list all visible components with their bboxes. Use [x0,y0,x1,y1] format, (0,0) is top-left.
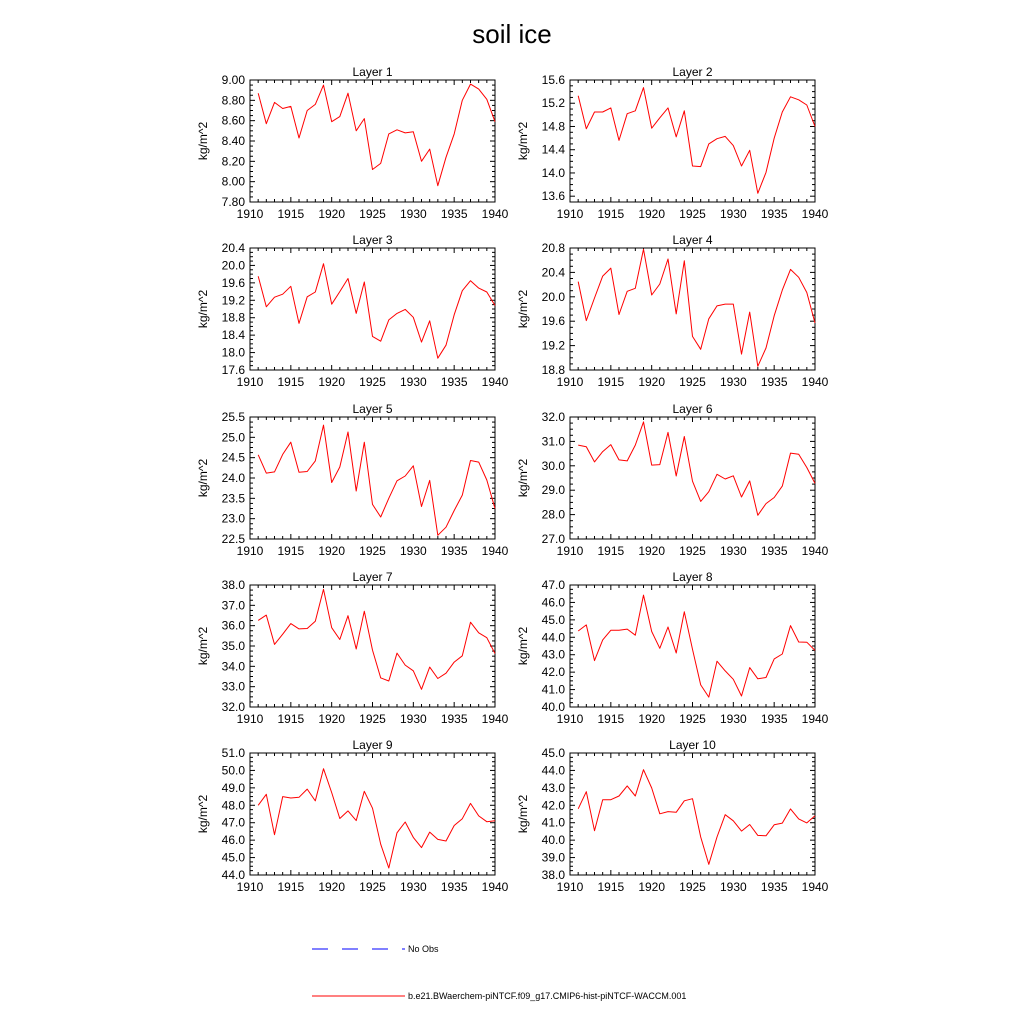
plot-frame [570,585,815,707]
legend [312,944,686,1001]
x-tick-label: 1925 [359,880,386,894]
x-tick-label: 1925 [679,207,706,221]
x-tick-label: 1930 [399,712,427,726]
panel-title: Layer 10 [669,738,716,752]
y-tick-label: 46.0 [221,833,245,848]
y-tick-label: 43.0 [541,647,565,662]
x-tick-label: 1925 [679,375,706,389]
plot-frame [570,753,815,875]
x-tick-label: 1920 [638,375,666,389]
y-tick-label: 17.6 [221,363,245,377]
y-tick-label: 18.4 [221,328,245,343]
y-tick-label: 44.0 [541,763,565,778]
panel-layer-2 [516,65,829,221]
x-tick-label: 1935 [440,207,468,221]
y-tick-label: 19.2 [541,338,565,353]
x-tick-label: 1930 [719,880,747,894]
y-tick-label: 40.0 [541,833,565,848]
x-tick-label: 1915 [597,544,625,558]
x-tick-label: 1925 [679,712,706,726]
y-tick-label: 41.0 [541,815,565,830]
x-tick-label: 1920 [638,880,666,894]
y-tick-label: 41.0 [541,682,565,697]
y-tick-label: 47.0 [541,578,565,592]
x-tick-label: 1930 [399,375,427,389]
x-tick-label: 1920 [638,544,666,558]
x-tick-label: 1935 [760,375,788,389]
x-tick-label: 1910 [556,544,584,558]
series-line [578,422,815,515]
y-tick-label: 8.40 [221,134,245,148]
panel-layer-7 [196,570,509,726]
panel-layer-8 [516,570,829,726]
y-tick-label: 33.0 [221,679,245,694]
x-tick-label: 1915 [597,207,625,221]
panel-layer-4 [516,233,829,389]
x-tick-label: 1920 [318,712,346,726]
x-tick-label: 1915 [597,880,625,894]
panel-title: Layer 4 [672,233,713,247]
x-tick-label: 1910 [556,207,584,221]
y-tick-label: 8.80 [221,93,245,108]
y-tick-label: 7.80 [221,195,245,209]
x-tick-label: 1925 [679,880,706,894]
y-tick-label: 42.0 [541,798,565,813]
y-tick-label: 9.00 [221,73,245,87]
panel-title: Layer 9 [352,738,393,752]
series-line [258,84,495,186]
y-tick-label: 8.60 [221,113,245,128]
x-tick-label: 1935 [760,880,788,894]
panel-title: Layer 8 [672,570,713,584]
y-tick-label: 34.0 [221,659,245,674]
y-tick-label: 32.0 [541,410,565,424]
y-tick-label: 8.00 [221,174,245,189]
y-tick-label: 15.2 [541,96,565,111]
x-tick-label: 1910 [236,375,264,389]
y-tick-label: 32.0 [221,700,245,714]
x-tick-label: 1930 [719,544,747,558]
x-tick-label: 1935 [440,544,468,558]
y-axis-label: kg/m^2 [516,458,530,498]
y-axis-label: kg/m^2 [196,121,210,161]
y-tick-label: 40.0 [541,700,565,714]
y-axis-label: kg/m^2 [196,458,210,498]
series-line [578,249,815,366]
x-tick-label: 1910 [556,712,584,726]
y-tick-label: 44.0 [541,630,565,645]
x-tick-label: 1940 [801,712,829,726]
x-tick-label: 1920 [318,880,346,894]
series-line [578,595,815,697]
y-tick-label: 45.0 [221,850,245,865]
x-tick-label: 1940 [801,880,829,894]
plot-frame [570,417,815,539]
x-tick-label: 1910 [236,207,264,221]
panels [196,65,829,894]
x-tick-label: 1915 [277,880,305,894]
y-tick-label: 20.0 [221,258,245,273]
y-tick-label: 30.0 [541,458,565,473]
panel-layer-9 [196,738,509,894]
x-tick-label: 1910 [236,712,264,726]
y-axis-label: kg/m^2 [516,626,530,666]
x-tick-label: 1935 [440,712,468,726]
y-tick-label: 25.0 [221,430,245,445]
y-tick-label: 24.0 [221,471,245,485]
y-axis-label: kg/m^2 [196,289,210,329]
x-tick-label: 1940 [481,544,509,558]
x-tick-label: 1915 [277,207,305,221]
y-axis-label: kg/m^2 [516,794,530,834]
panel-title: Layer 5 [352,402,393,416]
x-tick-label: 1940 [481,375,509,389]
y-tick-label: 46.0 [541,595,565,610]
x-tick-label: 1925 [359,207,386,221]
figure-title: soil ice [472,19,552,49]
x-tick-label: 1930 [719,712,747,726]
x-tick-label: 1915 [277,712,305,726]
x-tick-label: 1920 [638,207,666,221]
x-tick-label: 1915 [277,375,305,389]
y-axis-label: kg/m^2 [516,289,530,329]
x-tick-label: 1910 [236,544,264,558]
y-tick-label: 20.4 [221,241,245,255]
y-tick-label: 18.0 [221,345,245,360]
y-tick-label: 24.5 [221,450,245,465]
x-tick-label: 1920 [318,207,346,221]
panel-layer-5 [196,402,509,558]
x-tick-label: 1910 [556,375,584,389]
series-line [258,769,495,868]
plot-frame [570,80,815,202]
panel-layer-6 [516,402,829,558]
y-tick-label: 22.5 [221,532,245,546]
x-tick-label: 1935 [760,544,788,558]
y-axis-label: kg/m^2 [196,626,210,666]
y-tick-label: 42.0 [541,665,565,680]
x-tick-label: 1925 [359,544,386,558]
x-tick-label: 1920 [318,375,346,389]
x-tick-label: 1920 [318,544,346,558]
plot-frame [570,248,815,370]
legend-label-model: b.e21.BWaerchem-piNTCF.f09_g17.CMIP6-hist-piNTCF-WACCM.001 [408,991,687,1001]
y-tick-label: 18.8 [221,310,245,325]
x-tick-label: 1910 [236,880,264,894]
y-tick-label: 38.0 [221,578,245,592]
y-tick-label: 23.0 [221,511,245,526]
y-axis-label: kg/m^2 [516,121,530,161]
y-tick-label: 48.0 [221,798,245,813]
plot-frame [250,417,495,539]
y-tick-label: 19.2 [221,293,245,308]
x-tick-label: 1930 [399,207,427,221]
series-line [258,589,495,689]
x-tick-label: 1925 [359,712,386,726]
y-tick-label: 36.0 [221,618,245,633]
panel-title: Layer 6 [672,402,713,416]
y-tick-label: 28.0 [541,507,565,522]
legend-label-no-obs: No Obs [408,944,439,954]
x-tick-label: 1940 [481,207,509,221]
y-tick-label: 14.0 [541,165,565,180]
panel-title: Layer 2 [672,65,713,79]
x-tick-label: 1925 [359,375,386,389]
x-tick-label: 1930 [719,207,747,221]
y-tick-label: 43.0 [541,780,565,795]
x-tick-label: 1915 [597,375,625,389]
y-tick-label: 37.0 [221,598,245,613]
x-tick-label: 1920 [638,712,666,726]
y-tick-label: 29.0 [541,483,565,498]
y-tick-label: 39.0 [541,850,565,865]
panel-title: Layer 1 [352,65,393,79]
y-tick-label: 13.6 [541,189,565,204]
panel-title: Layer 3 [352,233,393,247]
panel-layer-3 [196,233,509,389]
x-tick-label: 1930 [719,375,747,389]
y-tick-label: 20.4 [541,265,565,280]
x-tick-label: 1915 [277,544,305,558]
panel-title: Layer 7 [352,570,393,584]
series-line [258,264,495,359]
plot-frame [250,248,495,370]
y-tick-label: 18.8 [541,363,565,377]
y-tick-label: 49.0 [221,780,245,795]
y-tick-label: 14.8 [541,119,565,134]
x-tick-label: 1935 [760,207,788,221]
y-tick-label: 20.8 [541,241,565,255]
y-tick-label: 8.20 [221,154,245,169]
y-tick-label: 45.0 [541,746,565,760]
y-tick-label: 50.0 [221,763,245,778]
x-tick-label: 1940 [801,375,829,389]
series-line [578,770,815,865]
x-tick-label: 1915 [597,712,625,726]
x-tick-label: 1940 [801,207,829,221]
x-tick-label: 1935 [440,880,468,894]
panel-layer-1 [196,65,509,221]
x-tick-label: 1925 [679,544,706,558]
x-tick-label: 1940 [481,880,509,894]
y-tick-label: 44.0 [221,868,245,882]
series-line [258,425,495,535]
y-tick-label: 25.5 [221,410,245,424]
y-tick-label: 27.0 [541,532,565,546]
y-tick-label: 47.0 [221,815,245,830]
y-tick-label: 31.0 [541,434,565,449]
y-tick-label: 45.0 [541,612,565,627]
x-tick-label: 1910 [556,880,584,894]
y-tick-label: 38.0 [541,868,565,882]
x-tick-label: 1935 [440,375,468,389]
y-tick-label: 51.0 [221,746,245,760]
y-tick-label: 20.0 [541,289,565,304]
x-tick-label: 1940 [801,544,829,558]
x-tick-label: 1935 [760,712,788,726]
y-tick-label: 15.6 [541,73,565,87]
plot-frame [250,80,495,202]
y-tick-label: 23.5 [221,491,245,506]
x-tick-label: 1930 [399,880,427,894]
y-axis-label: kg/m^2 [196,794,210,834]
plot-frame [250,753,495,875]
panel-layer-10 [516,738,829,894]
series-line [578,88,815,194]
y-tick-label: 35.0 [221,639,245,653]
y-tick-label: 14.4 [541,142,565,157]
x-tick-label: 1940 [481,712,509,726]
x-tick-label: 1930 [399,544,427,558]
y-tick-label: 19.6 [221,275,245,290]
plot-frame [250,585,495,707]
y-tick-label: 19.6 [541,314,565,329]
